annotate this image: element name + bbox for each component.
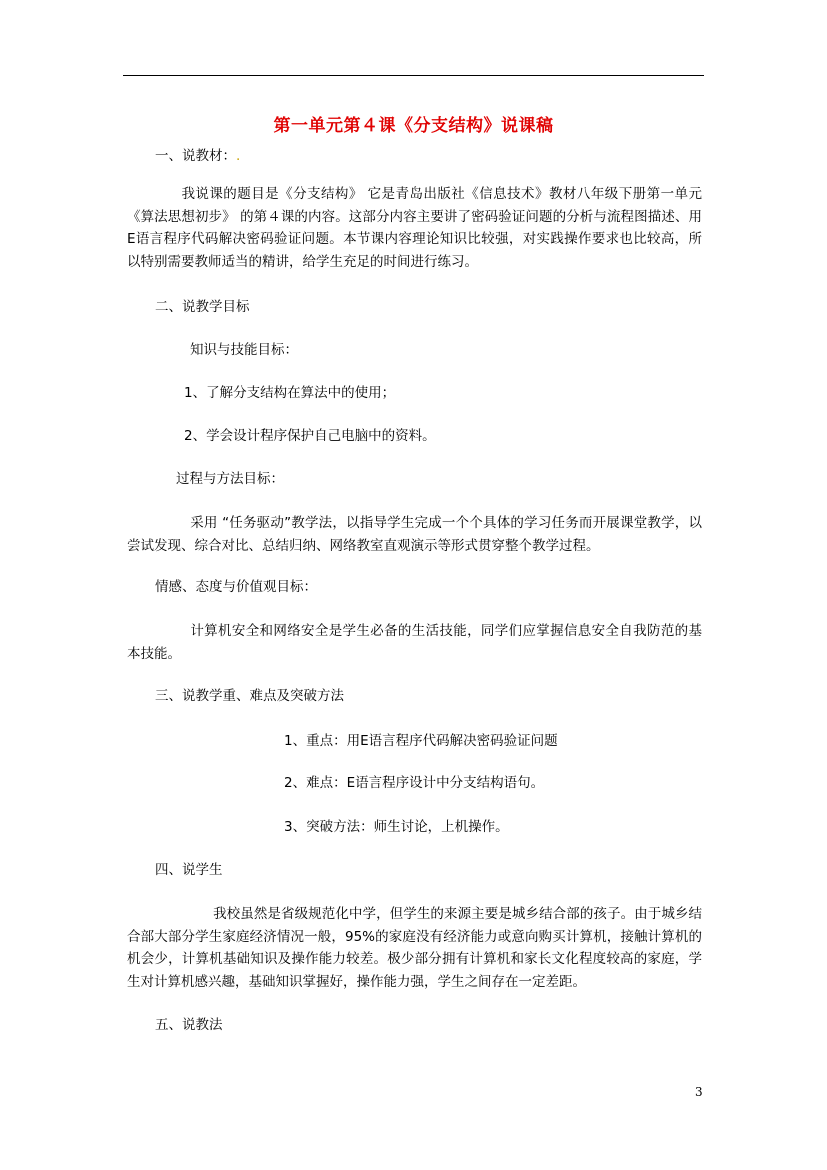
knowledge-goal-2: 2、学会设计程序保护自己电脑中的资料。 xyxy=(184,428,436,444)
section-1-paragraph-text: 我说课的题目是《分支结构》 它是青岛出版社《信息技术》教材八年级下册第一单元《算法思想初步》 的第４课的内容。这部分内容主要讲了密码验证问题的分析与流程图描述、用E语言程序代码解决密码验证问题。本节课内容理论知识比较强，对实践操作要求也比较高，所以特别需要教师适当的精讲，给学生充足的时间进行练习。 xyxy=(127,186,702,270)
section-2-heading: 二、说教学目标 xyxy=(155,299,250,315)
section-3-heading: 三、说教学重、难点及突破方法 xyxy=(155,688,344,704)
emotion-paragraph xyxy=(127,620,702,665)
section-4-heading: 四、说学生 xyxy=(155,862,223,878)
emotion-goals-heading: 情感、态度与价值观目标： xyxy=(155,579,317,595)
section-4-paragraph-text: 我校虽然是省级规范化中学，但学生的来源主要是城乡结合部的孩子。由于城乡结合部大部分学生家庭经济情况一般，95%的家庭没有经济能力或意向购买计算机，接触计算机的机会少，计算机基础知识及操作能力较差。极少部分拥有计算机和家长文化程度较高的家庭，学生对计算机感兴趣，基础知识掌握好，操作能力强，学生之间存在一定差距。 xyxy=(127,906,702,990)
section-3-item-1: 1、重点：用E语言程序代码解决密码验证问题 xyxy=(284,733,558,749)
document-title: 第一单元第４课《分支结构》说课稿 xyxy=(273,116,554,136)
page-number: 3 xyxy=(695,1085,703,1099)
knowledge-goal-1: 1、了解分支结构在算法中的使用； xyxy=(184,385,396,401)
section-3-item-2: 2、难点：E语言程序设计中分支结构语句。 xyxy=(284,775,545,791)
section-3-item-3: 3、突破方法：师生讨论，上机操作。 xyxy=(284,819,509,835)
knowledge-goals-heading: 知识与技能目标： xyxy=(190,342,298,358)
process-paragraph-text: 采用 “任务驱动”教学法，以指导学生完成一个个具体的学习任务而开展课堂教学，以尝试发现、综合对比、总结归纳、网络教室直观演示等形式贯穿整个教学过程。 xyxy=(127,515,702,554)
section-1-heading xyxy=(155,146,240,166)
process-goals-heading: 过程与方法目标： xyxy=(176,471,284,487)
emotion-paragraph-text: 计算机安全和网络安全是学生必备的生活技能，同学们应掌握信息安全自我防范的基本技能。 xyxy=(127,623,702,662)
section-1-heading-text: 一、说教材： xyxy=(155,148,236,164)
section-1-paragraph xyxy=(127,183,702,273)
process-paragraph xyxy=(127,512,702,557)
section-5-heading: 五、说教法 xyxy=(155,1017,223,1033)
header-rule xyxy=(123,75,704,76)
stray-mark: . xyxy=(236,148,241,164)
section-4-paragraph xyxy=(127,903,702,993)
